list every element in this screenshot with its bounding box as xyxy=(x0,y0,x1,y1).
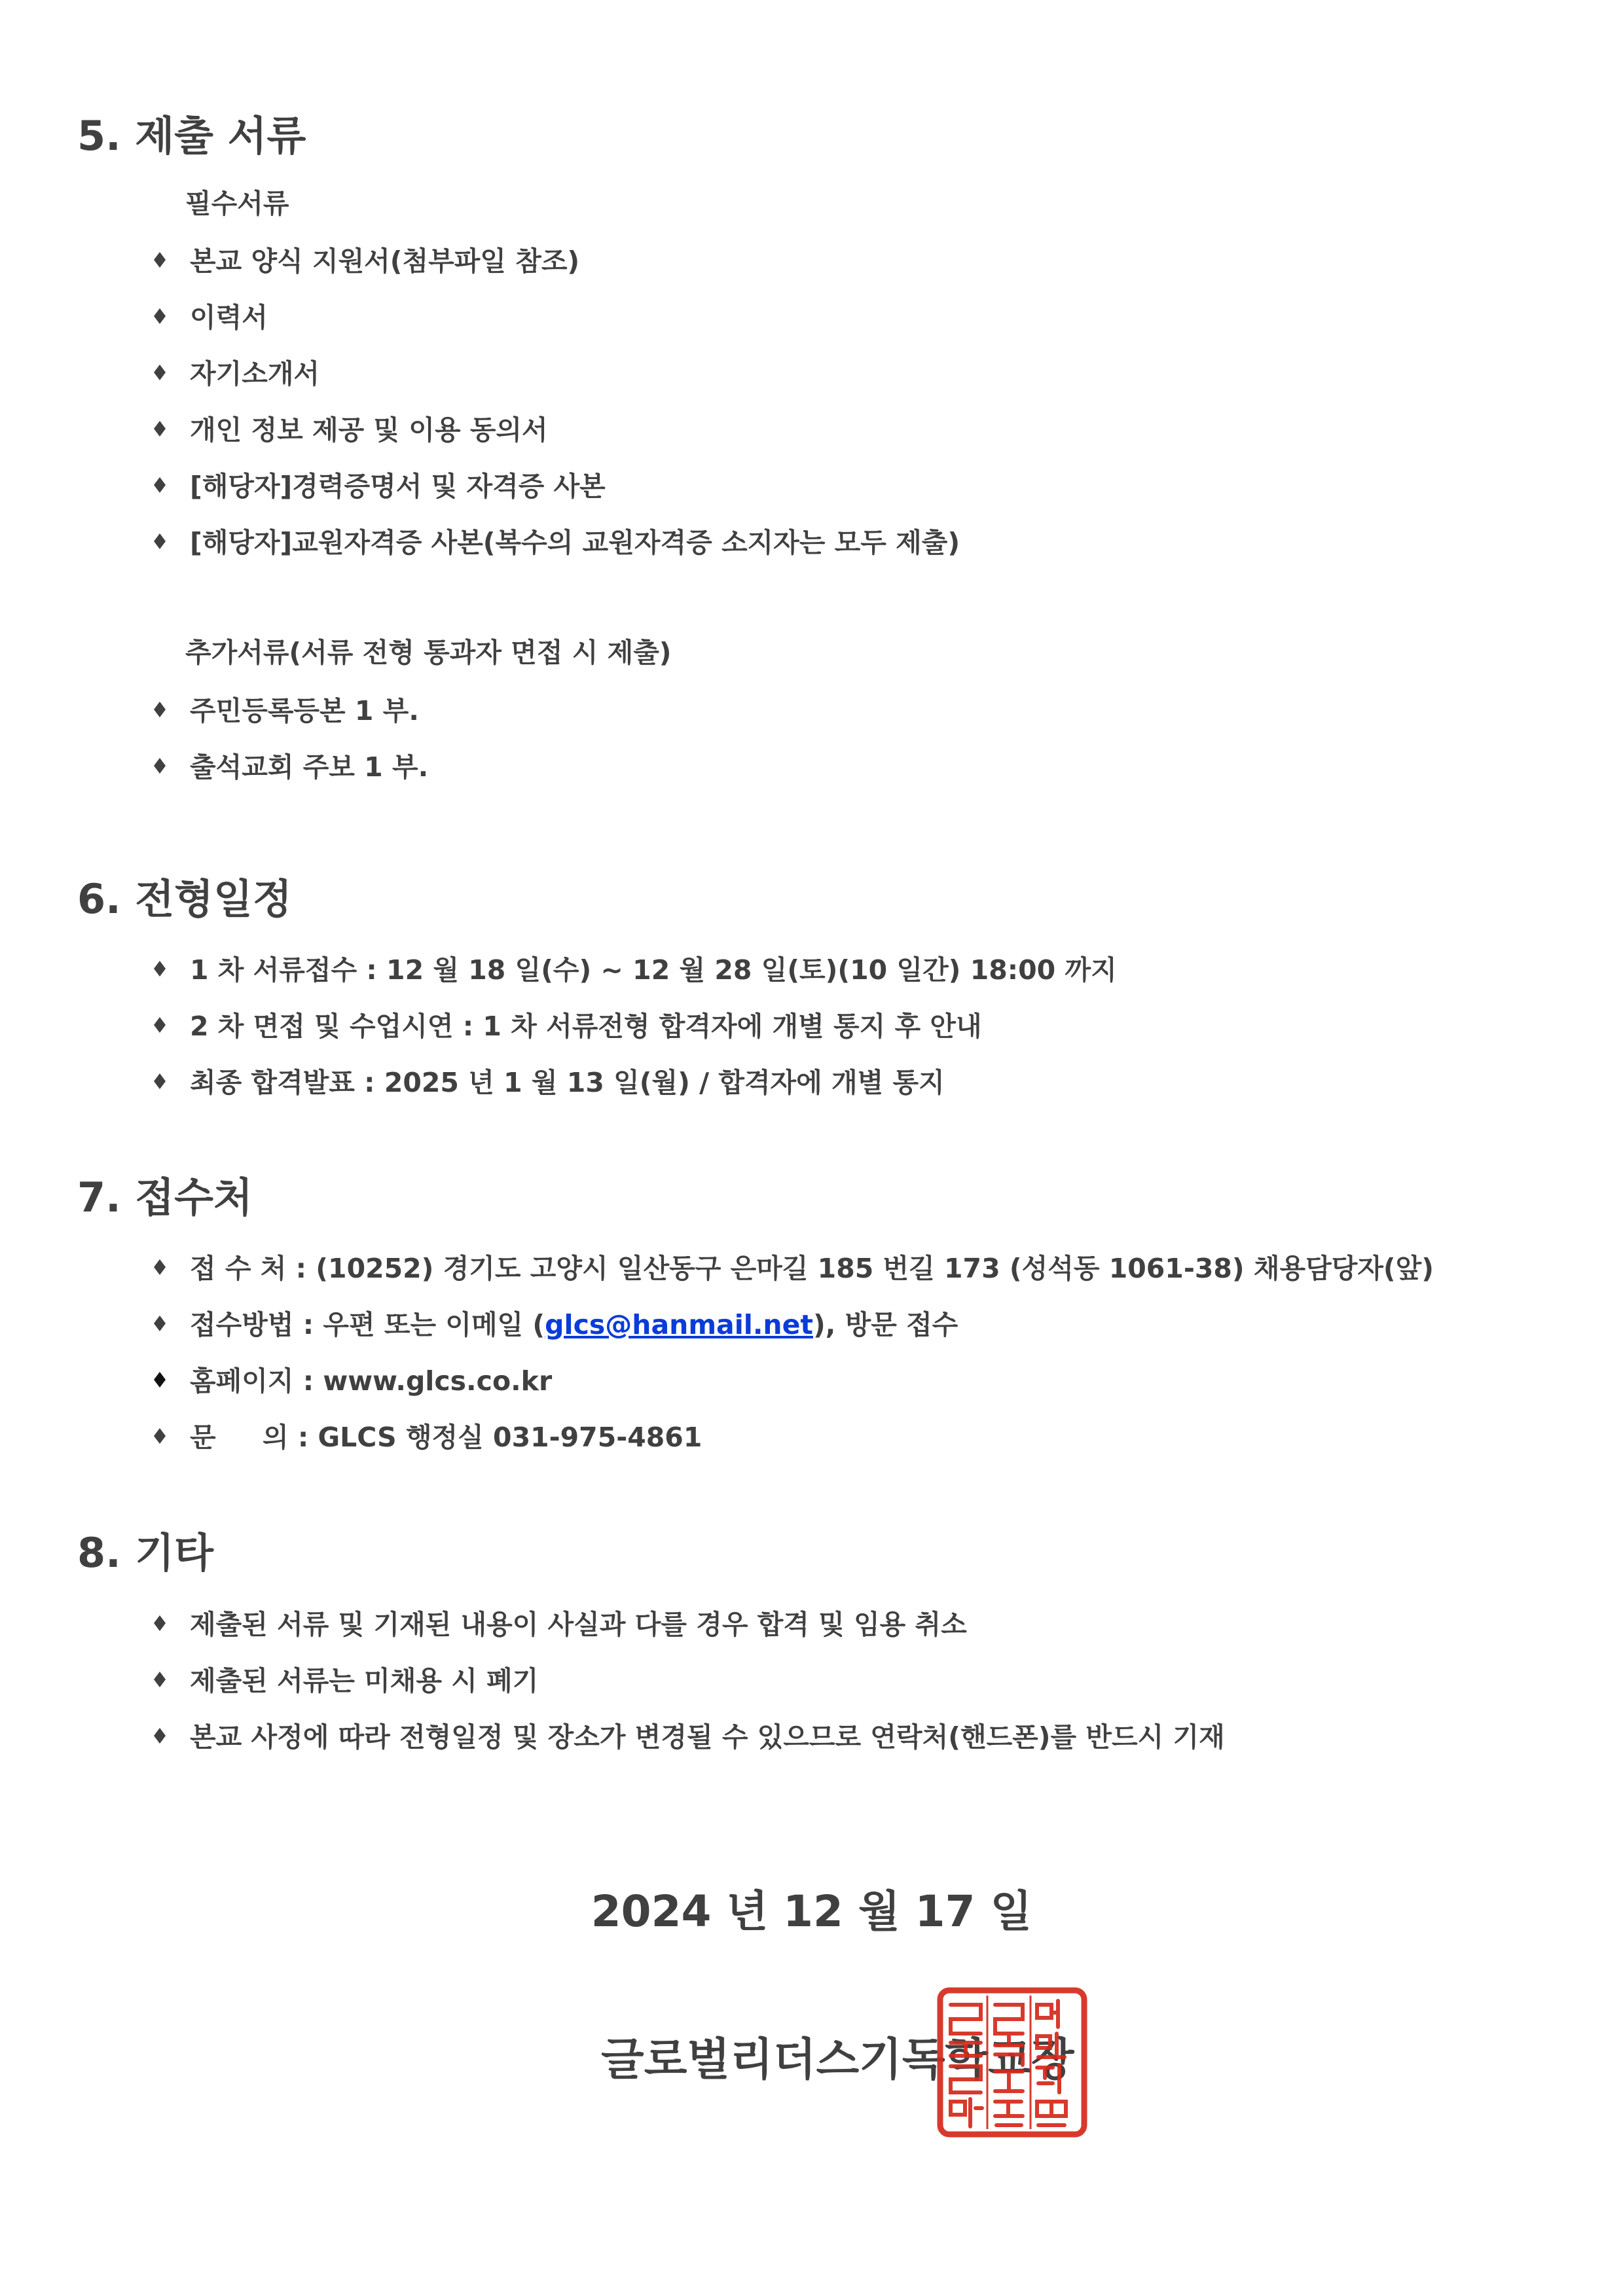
reception-address: 접 수 처 : (10252) 경기도 고양시 일산동구 은마길 185 번길 173 (성석동 1061-38) 채용담당자(앞) xyxy=(190,1253,1434,1284)
diamond-bullet-icon xyxy=(152,307,168,325)
diamond-bullet-icon xyxy=(152,960,168,978)
diamond-bullet-icon xyxy=(152,757,168,775)
list-item-text: 제출된 서류는 미채용 시 폐기 xyxy=(190,1665,539,1696)
official-seal-stamp xyxy=(936,1986,1088,2138)
diamond-bullet-icon xyxy=(152,700,168,719)
list-item-text: [해당자]교원자격증 사본(복수의 교원자격증 소지자는 모두 제출) xyxy=(190,527,960,558)
homepage-text: 홈페이지 : www.glcs.co.kr xyxy=(190,1365,553,1397)
diamond-bullet-icon xyxy=(152,251,168,269)
list-item-text: 제출된 서류 및 기재된 내용이 사실과 다를 경우 합격 및 임용 취소 xyxy=(190,1609,967,1640)
additional-documents-label: 추가서류(서류 전형 통과자 면접 시 제출) xyxy=(185,637,672,668)
list-item-text: 본교 사정에 따라 전형일정 및 장소가 변경될 수 있으므로 연락처(핸드폰)를 반드시 기재 xyxy=(190,1721,1225,1753)
diamond-bullet-icon xyxy=(152,420,168,438)
diamond-bullet-icon xyxy=(152,1016,168,1034)
diamond-bullet-icon xyxy=(152,532,168,550)
method-suffix: ), 방문 접수 xyxy=(813,1309,958,1340)
signature-block xyxy=(0,1986,1623,2144)
list-item-text: [해당자]경력증명서 및 자격증 사본 xyxy=(190,471,606,502)
list-item-text: 최종 합격발표 : 2025 년 1 월 13 일(월) / 합격자에 개별 통지 xyxy=(190,1067,945,1098)
section-title: 7. 접수처 xyxy=(77,1174,253,1221)
diamond-bullet-icon xyxy=(152,363,168,382)
method-prefix: 접수방법 : 우편 또는 이메일 ( xyxy=(190,1309,545,1340)
section-title: 8. 기타 xyxy=(77,1529,214,1577)
section-title: 5. 제출 서류 xyxy=(77,112,306,160)
inquiry-text: 문 의 : GLCS 행정실 031-975-4861 xyxy=(190,1422,702,1453)
diamond-bullet-icon xyxy=(152,1427,168,1445)
diamond-bullet-icon xyxy=(152,1258,168,1276)
diamond-bullet-icon xyxy=(152,1614,168,1632)
diamond-bullet-icon xyxy=(152,476,168,494)
required-documents-label: 필수서류 xyxy=(185,188,289,219)
reception-method xyxy=(190,1306,958,1343)
section-title: 6. 전형일정 xyxy=(77,875,292,923)
email-link[interactable]: glcs@hanmail.net xyxy=(545,1309,813,1340)
list-item-text: 출석교회 주보 1 부. xyxy=(190,751,429,783)
diamond-bullet-icon xyxy=(152,1670,168,1689)
list-item-text: 자기소개서 xyxy=(190,358,320,389)
list-item-text: 개인 정보 제공 및 이용 동의서 xyxy=(190,414,548,446)
list-item-text: 본교 양식 지원서(첨부파일 참조) xyxy=(190,245,580,277)
list-item-text: 2 차 면접 및 수업시연 : 1 차 서류전형 합격자에 개별 통지 후 안내 xyxy=(190,1011,982,1042)
diamond-bullet-icon xyxy=(152,1072,168,1090)
list-item-text: 이력서 xyxy=(190,302,268,333)
diamond-bullet-icon xyxy=(152,1314,168,1333)
list-item-text: 1 차 서류접수 : 12 월 18 일(수) ~ 12 월 28 일(토)(10 일간) 18:00 까지 xyxy=(190,954,1117,986)
diamond-bullet-icon xyxy=(152,1727,168,1745)
school-principal-name: 글로벌리더스기독학교장 xyxy=(601,2034,1074,2086)
diamond-bullet-icon xyxy=(152,1371,168,1389)
list-item-text: 주민등록등본 1 부. xyxy=(190,695,419,726)
document-date: 2024 년 12 월 17 일 xyxy=(591,1886,1032,1937)
